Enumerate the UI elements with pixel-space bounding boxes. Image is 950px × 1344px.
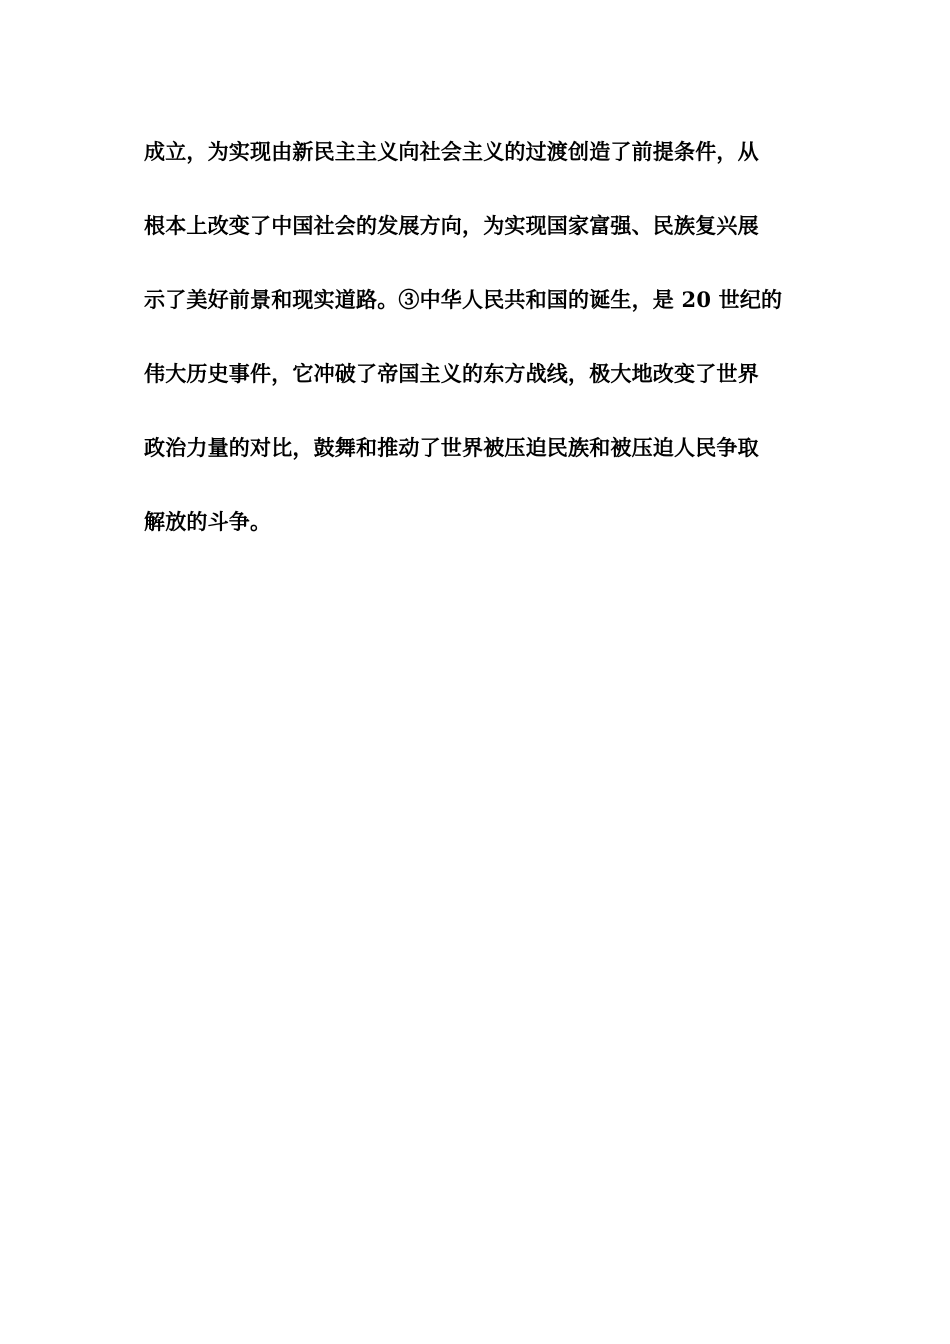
paragraph-line: 解放的斗争。 [144, 509, 272, 534]
paragraph-line: 示了美好前景和现实道路。③中华人民共和国的诞生，是 20 世纪的 [144, 287, 783, 312]
body-paragraph [144, 131, 814, 575]
paragraph-line: 伟大历史事件，它冲破了帝国主义的东方战线，极大地改变了世界 [144, 361, 759, 386]
paragraph-line: 成立，为实现由新民主主义向社会主义的过渡创造了前提条件，从 [144, 139, 759, 164]
paragraph-line: 政治力量的对比，鼓舞和推动了世界被压迫民族和被压迫人民争取 [144, 435, 759, 460]
paragraph-line: 根本上改变了中国社会的发展方向，为实现国家富强、民族复兴展 [144, 213, 759, 238]
